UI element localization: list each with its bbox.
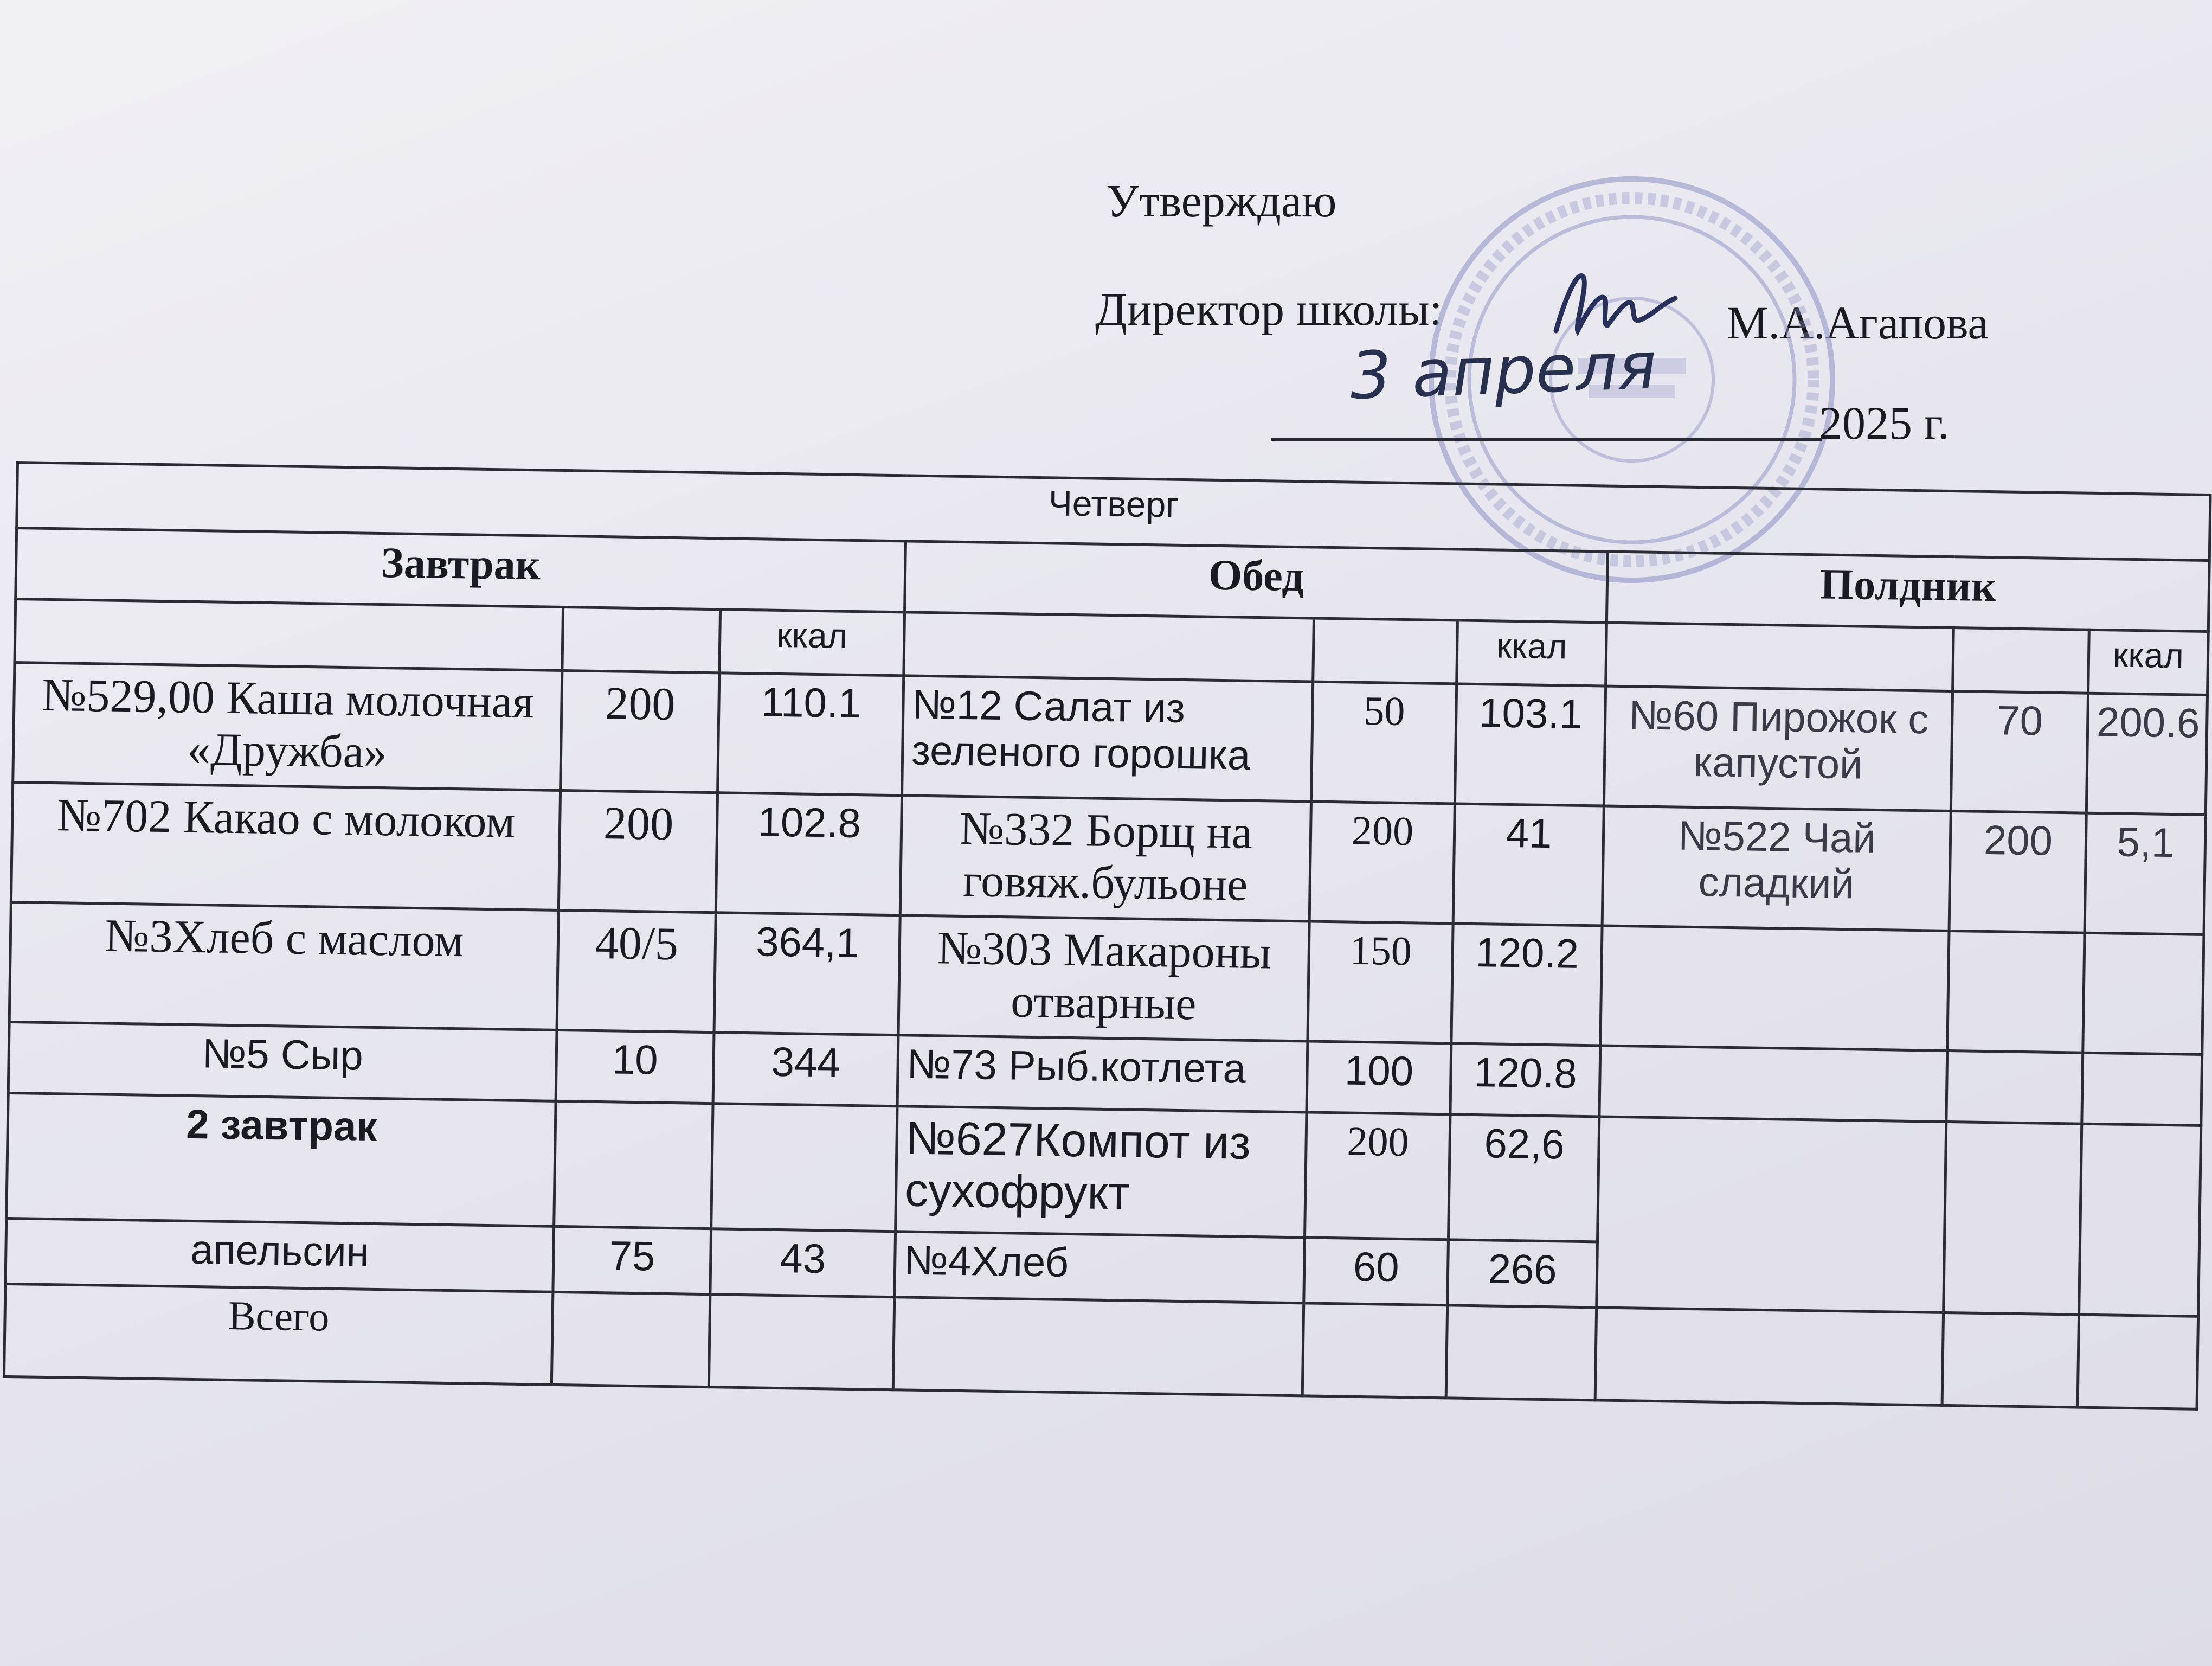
lunch-header: Обед [905, 541, 1608, 623]
total-snack-dish [1595, 1308, 1943, 1405]
snack-weight [1944, 1122, 2082, 1315]
breakfast-kcal-header: ккал [719, 610, 905, 676]
breakfast-kcal: 364,1 [714, 913, 900, 1035]
lunch-dish: №12 Салат из зеленого горошка [902, 676, 1313, 802]
total-lunch-dish [893, 1297, 1303, 1396]
date-underline [1271, 438, 1822, 441]
director-name: М.А.Агапова [1727, 297, 1989, 349]
breakfast-header: Завтрак [16, 528, 906, 612]
lunch-kcal: 120.8 [1450, 1043, 1600, 1117]
lunch-kcal: 41 [1453, 804, 1604, 926]
lunch-kcal-header: ккал [1457, 620, 1607, 686]
lunch-dish: №73 Рыб.котлета [897, 1035, 1308, 1112]
lunch-kcal: 120.2 [1451, 924, 1602, 1046]
lunch-dish: №4Хлеб [895, 1232, 1305, 1303]
total-lunch-weight [1302, 1303, 1448, 1398]
snack-weight: 200 [1949, 811, 2086, 933]
breakfast-weight: 200 [558, 790, 717, 912]
breakfast-dish: №3Хлеб с маслом [9, 902, 558, 1030]
breakfast-kcal: 110.1 [718, 673, 904, 796]
breakfast-dish: №529,00 Каша молочная «Дружба» [13, 662, 562, 790]
lunch-kcal: 266 [1448, 1240, 1598, 1308]
breakfast-weight-header [562, 607, 721, 672]
day-label: Четверг [17, 463, 2210, 561]
menu-table-wrapper [3, 461, 2209, 1356]
snack-dish [1599, 1046, 1947, 1122]
lunch-weight: 200 [1305, 1112, 1450, 1240]
snack-weight [1946, 1050, 2083, 1124]
breakfast-kcal: 344 [713, 1033, 898, 1106]
lunch-weight: 60 [1304, 1238, 1449, 1305]
snack-kcal: 200.6 [2086, 693, 2207, 815]
approval-year: 2025 г. [1819, 397, 1950, 449]
lunch-weight: 200 [1309, 802, 1455, 924]
lunch-dish: №303 Макароны отварные [898, 915, 1309, 1041]
total-breakfast-kcal [709, 1295, 894, 1390]
total-breakfast-weight [551, 1292, 710, 1387]
lunch-weight-header [1313, 618, 1458, 684]
breakfast-weight: 10 [556, 1030, 714, 1103]
snack-kcal [2083, 933, 2204, 1054]
snack-weight: 70 [1951, 691, 2088, 813]
breakfast-weight [554, 1101, 713, 1228]
snack-dish: №522 Чай сладкий [1602, 806, 1951, 931]
breakfast-kcal: 43 [710, 1229, 896, 1297]
lunch-kcal: 103.1 [1455, 684, 1605, 806]
director-label: Директор школы: [1095, 283, 1443, 335]
breakfast-weight: 200 [561, 670, 719, 792]
snack-dish [1600, 926, 1949, 1050]
approval-title: Утверждаю [1106, 175, 1337, 227]
lunch-weight: 100 [1307, 1041, 1451, 1114]
lunch-dish: №332 Борщ на говяж.бульоне [900, 796, 1311, 921]
second-breakfast-label: 2 завтрак [7, 1093, 556, 1226]
breakfast-kcal [711, 1104, 897, 1232]
snack-kcal-header: ккал [2088, 630, 2209, 695]
approval-date-handwritten: 3 апреля [1348, 328, 1658, 414]
total-label: Всего [4, 1284, 552, 1385]
breakfast-kcal: 102.8 [716, 793, 902, 915]
snack-dish [1597, 1117, 1946, 1312]
snack-weight [1947, 931, 2085, 1053]
snack-kcal: 5,1 [2085, 813, 2205, 934]
total-snack-weight [1942, 1312, 2079, 1407]
menu-table [3, 461, 2212, 1411]
snack-kcal [2079, 1124, 2201, 1316]
snack-dish: №60 Пирожок с капустой [1604, 686, 1952, 811]
lunch-weight: 150 [1308, 921, 1453, 1043]
total-snack-kcal [2078, 1315, 2198, 1409]
breakfast-dish: №702 Какао с молоком [11, 782, 560, 910]
breakfast-dish: №5 Сыр [8, 1022, 557, 1101]
snack-header: Полдник [1606, 552, 2209, 631]
lunch-dish-header [904, 612, 1314, 682]
breakfast-weight: 40/5 [557, 910, 716, 1032]
lunch-weight: 50 [1311, 682, 1456, 804]
snack-kcal [2082, 1053, 2202, 1125]
lunch-dish: №627Компот из сухофрукт [896, 1106, 1307, 1238]
breakfast-dish-header [15, 599, 563, 671]
snack-dish-header [1606, 623, 1954, 691]
breakfast-weight: 75 [553, 1226, 711, 1294]
breakfast-dish: апельсин [5, 1218, 554, 1292]
snack-weight-header [1953, 628, 2089, 694]
total-lunch-kcal [1446, 1305, 1597, 1400]
lunch-kcal: 62,6 [1448, 1114, 1599, 1242]
